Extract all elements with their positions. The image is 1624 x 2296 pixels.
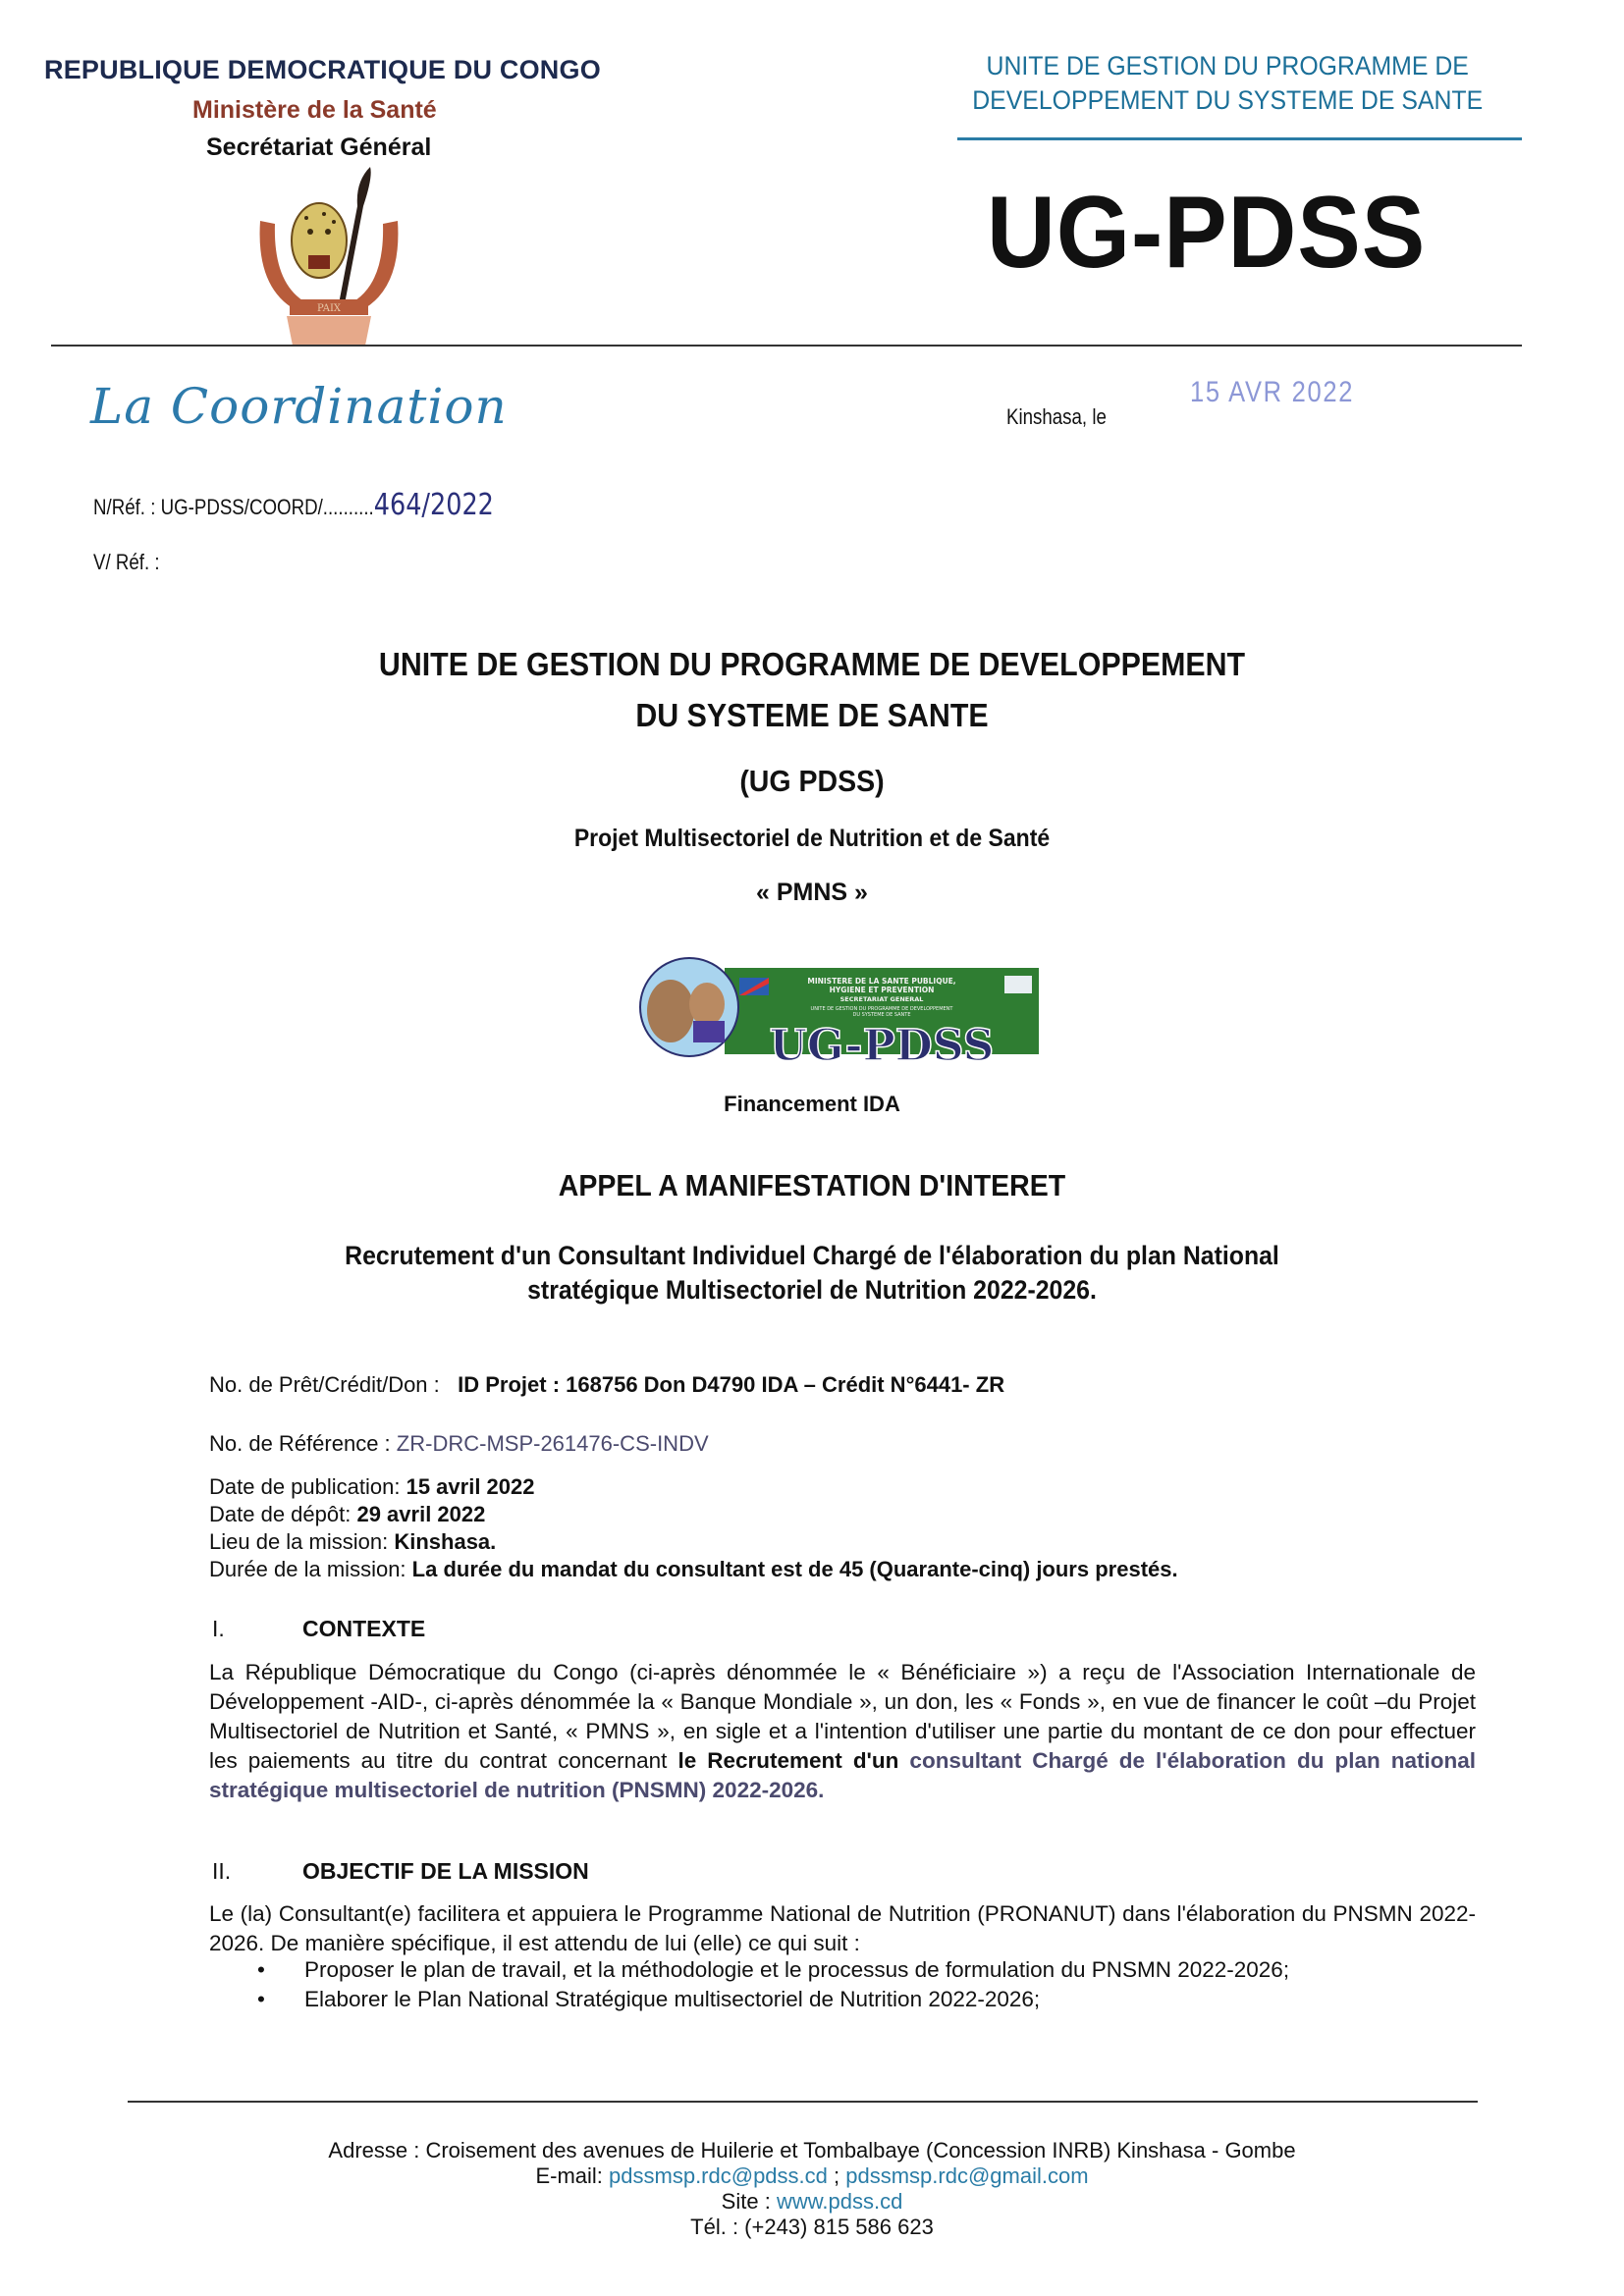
ugpdss-logo — [636, 950, 1049, 1073]
title-line-1: UNITE DE GESTION DU PROGRAMME DE DEVELOPPEMENT — [378, 646, 1246, 682]
svg-text:UNITE DE GESTION DU PROGRAMME: UNITE DE GESTION DU PROGRAMME DE DEVELOPPEMENT — [810, 1006, 953, 1012]
title-line-2: DU SYSTEME DE SANTE — [635, 697, 989, 733]
section-heading-objective — [212, 1858, 589, 1885]
publication-date-label: Date de publication: — [209, 1474, 401, 1499]
footer-address: Adresse : Croisement des avenues de Huilerie et Tombalbaye (Concession INRB) Kinshasa - Gombe — [328, 2138, 1296, 2163]
mission-location — [209, 1529, 496, 1555]
svg-text:DU SYSTEME DE SANTE: DU SYSTEME DE SANTE — [852, 1012, 911, 1018]
partner-logo-icon — [1004, 976, 1032, 993]
date-stamp: 15 AVR 2022 — [1190, 376, 1355, 408]
place-label: Kinshasa, le — [1006, 404, 1107, 429]
coat-of-arms-icon — [236, 167, 422, 348]
notice-title: APPEL A MANIFESTATION D'INTERET — [558, 1168, 1066, 1202]
mission-duration-value: La durée du mandat du consultant est de 45 (Quarante-cinq) jours prestés. — [411, 1557, 1178, 1581]
section-number: II. — [212, 1858, 232, 1884]
unit-acronym: UG-PDSS — [987, 176, 1427, 290]
section-title: CONTEXTE — [302, 1616, 426, 1641]
unit-name-line2: DEVELOPPEMENT DU SYSTEME DE SANTE — [972, 85, 1484, 116]
reference-label: No. de Référence : — [209, 1431, 391, 1456]
publication-date-value: 15 avril 2022 — [406, 1474, 535, 1499]
header-blue-divider — [957, 137, 1522, 140]
deposit-date — [209, 1502, 485, 1527]
project-acronym: « PMNS » — [756, 879, 868, 906]
logo-wordmark: UG-PDSS — [769, 1021, 995, 1071]
notice-subtitle-line1: Recrutement d'un Consultant Individuel Chargé de l'élaboration du plan National — [345, 1241, 1279, 1270]
email-link-2[interactable]: pdssmsp.rdc@gmail.com — [845, 2163, 1089, 2188]
email-link-1[interactable]: pdssmsp.rdc@pdss.cd — [609, 2163, 828, 2188]
our-reference-handwritten: 464/2022 — [373, 488, 494, 522]
coordination-signature: La Coordination — [90, 378, 508, 435]
bullet-icon: • — [257, 1957, 265, 1982]
loan-value: ID Projet : 168756 Don D4790 IDA – Crédit N°6441- ZR — [458, 1372, 1005, 1397]
financing-label: Financement IDA — [724, 1092, 900, 1116]
mission-duration-label: Durée de la mission: — [209, 1557, 406, 1581]
objective-paragraph: Le (la) Consultant(e) facilitera et appuiera le Programme National de Nutrition (PRONANUT) dans l'élaboration du PNSMN 2022-2026. De manière spécifique, il est attendu de lui (elle) ce qui suit : — [209, 1901, 1476, 1955]
title-acronym: (UG PDSS) — [739, 764, 885, 798]
country-name: REPUBLIQUE DEMOCRATIQUE DU CONGO — [44, 55, 601, 84]
svg-text:MINISTERE DE LA SANTE PUBLIQUE: MINISTERE DE LA SANTE PUBLIQUE, — [807, 977, 956, 986]
unit-name — [947, 49, 1507, 118]
svg-text:HYGIENE ET PREVENTION: HYGIENE ET PREVENTION — [829, 986, 935, 994]
deposit-date-value: 29 avril 2022 — [356, 1502, 486, 1526]
footer-phone: Tél. : (+243) 815 586 623 — [690, 2215, 934, 2239]
notice-subtitle — [65, 1239, 1559, 1308]
our-reference-dots: .......... — [322, 495, 374, 519]
footer-divider — [128, 2101, 1478, 2103]
bullet-icon: • — [257, 1987, 265, 2011]
deposit-date-label: Date de dépôt: — [209, 1502, 352, 1526]
header-divider — [51, 345, 1522, 347]
our-reference-label: N/Réf. : UG-PDSS/COORD/ — [93, 495, 323, 519]
section-title: OBJECTIF DE LA MISSION — [302, 1858, 589, 1884]
notice-subtitle-line2: stratégique Multisectoriel de Nutrition 2022-2026. — [527, 1275, 1097, 1306]
publication-date — [209, 1474, 535, 1500]
section-heading-context — [212, 1616, 425, 1642]
mission-location-value: Kinshasa. — [394, 1529, 497, 1554]
footer-email: E-mail: pdssmsp.rdc@pdss.cd ; pdssmsp.rdc@gmail.com — [535, 2163, 1089, 2188]
footer-site: Site : www.pdss.cd — [721, 2189, 903, 2214]
project-name: Projet Multisectoriel de Nutrition et de Santé — [573, 825, 1051, 852]
section-number: I. — [212, 1616, 225, 1641]
unit-name-line1: UNITE DE GESTION DU PROGRAMME DE — [986, 51, 1469, 80]
loan-number — [209, 1372, 1004, 1398]
secretariat-name: Secrétariat Général — [206, 133, 432, 161]
reference-value: ZR-DRC-MSP-261476-CS-INDV — [396, 1431, 709, 1456]
svg-text:SECRETARIAT GENERAL: SECRETARIAT GENERAL — [839, 995, 924, 1003]
website-link[interactable]: www.pdss.cd — [776, 2189, 903, 2214]
reference-number — [209, 1431, 709, 1457]
our-reference — [93, 488, 494, 522]
your-reference-label: V/ Réf. : — [93, 550, 160, 574]
loan-label: No. de Prêt/Crédit/Don : — [209, 1372, 440, 1397]
coat-motto-paix: PAIX — [316, 303, 342, 314]
mission-duration — [209, 1557, 1178, 1582]
context-paragraph: La République Démocratique du Congo (ci-après dénommée le « Bénéficiaire ») a reçu de l'Association Internationale de Développement -AID-, ci-après dénommée la « Banque Mondiale », un don, les « Fonds », en vue de financer le coût –du Projet Multisectoriel de Nutrition et Santé, « PMNS », en sigle et a l'intention d'utiliser une partie du montant de ce don pour effectuer les paiements au titre du contrat concernant le Recrutement d'un consultant Chargé de l'élaboration du plan national stratégique multisectoriel de nutrition (PNSMN) 2022-2026. — [209, 1660, 1476, 1802]
ministry-name: Ministère de la Santé — [192, 96, 437, 124]
mission-location-label: Lieu de la mission: — [209, 1529, 389, 1554]
